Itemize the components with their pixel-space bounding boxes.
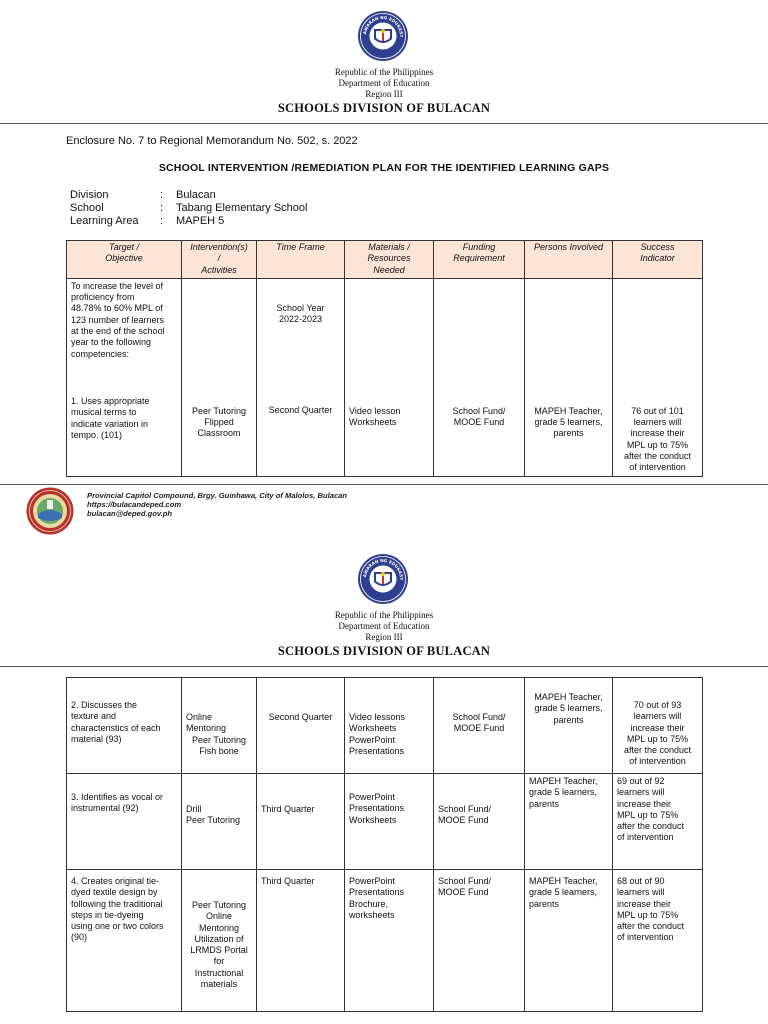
materials-cell: PowerPoint Presentations Worksheets [345, 774, 434, 870]
department-line: Department of Education [338, 78, 430, 88]
info-key: Learning Area [70, 215, 139, 227]
footer-website[interactable]: https://bulacandeped.com [87, 500, 182, 509]
plan-table-page1 [66, 240, 703, 477]
intervention-cell: Online Mentoring Peer Tutoring Fish bone [182, 678, 257, 774]
deped-seal-icon [357, 553, 409, 605]
header-rule [0, 123, 768, 124]
objective-cell: 4. Creates original tie- dyed textile design by following the traditional steps in tie-dyeing using one or two colors (90) [67, 870, 182, 1012]
footer-address: Provincial Capitol Compound, Brgy. Guinhawa, City of Malolos, Bulacan [87, 491, 348, 500]
table-row [67, 774, 703, 870]
time-frame-cell: School Year 2022-2023 Second Quarter [257, 278, 345, 476]
division-title: SCHOOLS DIVISION OF BULACAN [277, 644, 491, 658]
info-key: Division [70, 189, 109, 201]
header-persons: Persons Involved [525, 241, 613, 279]
info-value: Bulacan [176, 189, 216, 201]
footer-email[interactable]: bulacan@deped.gov.ph [87, 509, 173, 518]
intervention-cell: Drill Peer Tutoring [182, 774, 257, 870]
republic-line: Republic of the Philippines [334, 610, 434, 620]
table-row [67, 678, 703, 774]
persons-cell: MAPEH Teacher, grade 5 learners, parents [525, 278, 613, 476]
header-rule [0, 666, 768, 667]
seal-arc-text: AWARAN NG EDUKASY [362, 557, 405, 581]
materials-cell: Video lessons Worksheets PowerPoint Presentations [345, 678, 434, 774]
intervention-cell: Peer Tutoring Online Mentoring Utilization of LRMDS Portal for Instructional materials [182, 870, 257, 1012]
funding-cell: School Fund/ MOOE Fund [434, 678, 525, 774]
division-title: SCHOOLS DIVISION OF BULACAN [277, 101, 491, 115]
persons-cell: MAPEH Teacher, grade 5 learners, parents [525, 774, 613, 870]
header-success-indicator: Success Indicator [613, 241, 703, 279]
seal-arc-text: AWARAN NG EDUKASY [362, 14, 405, 38]
time-frame-cell: Third Quarter [257, 774, 345, 870]
info-colon: : [160, 202, 164, 214]
info-colon: : [160, 189, 164, 201]
footer-contact [87, 491, 347, 518]
info-colon: : [160, 215, 164, 227]
indicator-cell: 68 out of 90 learners will increase their MPL up to 75% after the conduct of intervention [613, 870, 703, 1012]
info-value: MAPEH 5 [176, 215, 225, 227]
header-funding: Funding Requirement [434, 241, 525, 279]
materials-cell: PowerPoint Presentations Brochure, worksheets [345, 870, 434, 1012]
objective-cell: 3. Identifies as vocal or instrumental (92) [67, 774, 182, 870]
region-line: Region III [365, 632, 403, 642]
indicator-cell: 76 out of 101 learners will increase their MPL up to 75% after the conduct of intervention [613, 278, 703, 476]
enclosure-line: Enclosure No. 7 to Regional Memorandum No. 502, s. 2022 [66, 135, 358, 147]
table-header-row [67, 241, 703, 279]
funding-cell: School Fund/ MOOE Fund [434, 774, 525, 870]
republic-line: Republic of the Philippines [334, 67, 434, 77]
plan-table-page2 [66, 677, 703, 1012]
intervention-cell: Peer Tutoring Flipped Classroom [182, 278, 257, 476]
deped-seal-icon [357, 10, 409, 62]
persons-cell: MAPEH Teacher, grade 5 learners, parents [525, 870, 613, 1012]
funding-cell: School Fund/ MOOE Fund [434, 278, 525, 476]
header-interventions: Intervention(s) / Activities [182, 241, 257, 279]
region-line: Region III [365, 89, 403, 99]
objective-cell: To increase the level of proficiency from 48.78% to 60% MPL of 123 number of learners at the end of the school year to the following competencies: 1. Uses appropriate musical terms to indicate variation in tempo. (101) [67, 278, 182, 476]
info-key: School [70, 202, 104, 214]
plan-title: SCHOOL INTERVENTION /REMEDIATION PLAN FOR THE IDENTIFIED LEARNING GAPS [158, 162, 610, 174]
table-row [67, 278, 703, 476]
persons-cell: MAPEH Teacher, grade 5 learners, parents [525, 678, 613, 774]
indicator-cell: 69 out of 92 learners will increase their MPL up to 75% after the conduct of intervention [613, 774, 703, 870]
header-time-frame: Time Frame [257, 241, 345, 279]
department-line: Department of Education [338, 621, 430, 631]
objective-cell: 2. Discusses the texture and characteristics of each material (93) [67, 678, 182, 774]
provincial-seal-icon [26, 487, 74, 535]
header-target-objective: Target / Objective [67, 241, 182, 279]
time-frame-cell: Third Quarter [257, 870, 345, 1012]
funding-cell: School Fund/ MOOE Fund [434, 870, 525, 1012]
table-row [67, 870, 703, 1012]
indicator-cell: 70 out of 93 learners will increase their MPL up to 75% after the conduct of intervention [613, 678, 703, 774]
header-materials: Materials / Resources Needed [345, 241, 434, 279]
info-value: Tabang Elementary School [176, 202, 308, 214]
time-frame-cell: Second Quarter [257, 678, 345, 774]
materials-cell: Video lesson Worksheets [345, 278, 434, 476]
footer-rule [0, 484, 768, 485]
